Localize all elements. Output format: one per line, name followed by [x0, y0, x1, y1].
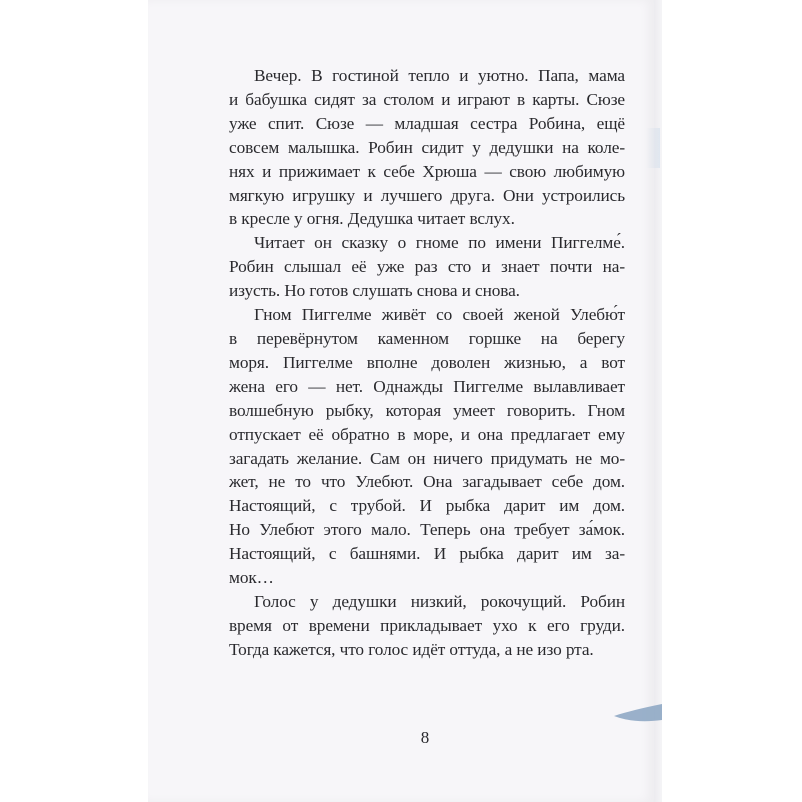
page-edge — [654, 0, 662, 802]
text-line: Гном Пиггелме живёт со своей женой Улебю́т — [254, 305, 625, 325]
text-line: жет, не то что Улебют. Она загадывает себе дом. — [229, 472, 625, 492]
text-line: жена его — нет. Однажды Пиггелме вылавливает — [229, 376, 625, 396]
text-line: время от времени прикладывает ухо к его груди. — [229, 615, 625, 635]
text-line: мок… — [229, 568, 274, 588]
page-shadow — [646, 128, 660, 168]
text-line: Голос у дедушки низкий, рокочущий. Робин — [254, 591, 625, 611]
text-line: в перевёрнутом каменном горшке на берегу — [229, 328, 625, 348]
text-line: нях и прижимает к себе Хрюша — свою любимую — [229, 161, 625, 181]
text-line: совсем малышка. Робин сидит у дедушки на коле- — [229, 137, 625, 157]
text-line: в кресле у огня. Дедушка читает вслух. — [229, 209, 515, 229]
text-line: Вечер. В гостиной тепло и уютно. Папа, мама — [254, 66, 625, 85]
text-line: моря. Пиггелме вполне доволен жизнью, а вот — [229, 352, 625, 372]
text-line: Настоящий, с трубой. И рыбка дарит им дом. — [229, 496, 625, 516]
text-line: Читает он сказку о гноме по имени Пиггелме́. — [254, 233, 625, 253]
text-line: Робин слышал её уже раз сто и знает почти на- — [229, 257, 625, 277]
text-line: Настоящий, с башнями. И рыбка дарит им за- — [229, 544, 625, 564]
text-line: и бабушка сидят за столом и играют в карты. Сюзе — [229, 89, 625, 109]
page-text — [229, 64, 625, 662]
bookmark-shape — [614, 704, 662, 721]
text-line: Но Улебют этого мало. Теперь она требует за́мок. — [229, 520, 625, 540]
bookmark-ribbon — [612, 700, 662, 728]
text-line: мягкую игрушку и лучшего друга. Они устроились — [229, 185, 625, 205]
text-line: отпускает её обратно в море, и она предлагает ему — [229, 424, 625, 444]
page-number: 8 — [420, 728, 430, 747]
text-line: загадать желание. Сам он ничего придумать не мо- — [229, 448, 625, 468]
text-line: уже спит. Сюзе — младшая сестра Робина, ещё — [229, 113, 625, 133]
text-line: волшебную рыбку, которая умеет говорить. Гном — [229, 400, 625, 420]
text-line: изусть. Но готов слушать снова и снова. — [229, 281, 520, 301]
text-line: Тогда кажется, что голос идёт оттуда, а не изо рта. — [229, 639, 594, 659]
